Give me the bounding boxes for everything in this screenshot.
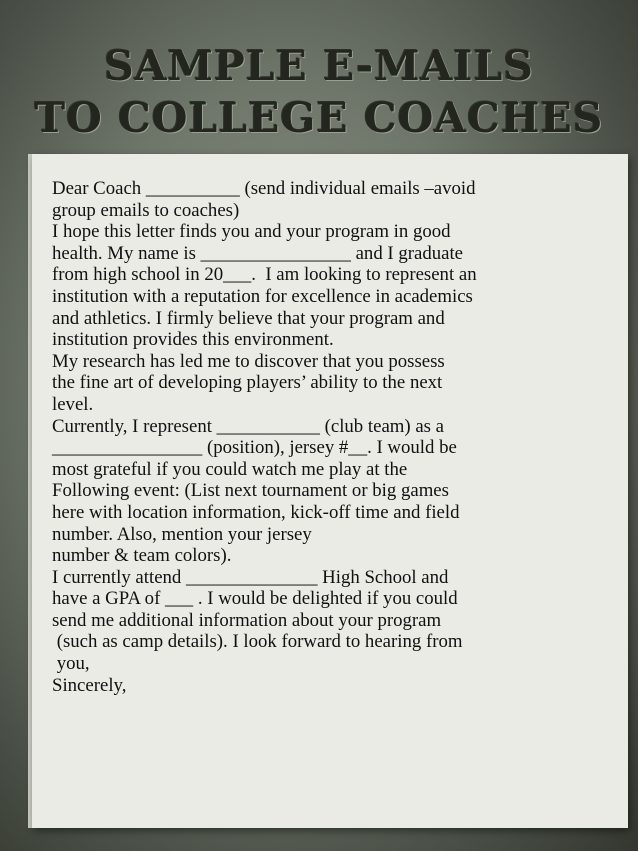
letter-line: (such as camp details). I look forward to hearing from bbox=[52, 631, 463, 653]
letter-line: level. bbox=[52, 393, 94, 415]
letter-line: group emails to coaches) bbox=[52, 199, 240, 221]
letter-line: Sincerely, bbox=[52, 674, 127, 696]
letter-line: Following event: (List next tournament or big games bbox=[52, 480, 449, 502]
letter-line: have a GPA of ___ . I would be delighted if you could bbox=[52, 588, 458, 610]
letter-line: I currently attend ______________ High School and bbox=[52, 566, 449, 588]
slide-title bbox=[0, 40, 638, 144]
letter-line: the fine art of developing players’ ability to the next bbox=[52, 372, 443, 394]
letter-line: Currently, I represent ___________ (club team) as a bbox=[52, 415, 445, 437]
letter-line: send me additional information about your program bbox=[52, 609, 442, 631]
letter-line: ________________ (position), jersey #__. I would be bbox=[52, 437, 457, 459]
letter-line: from high school in 20___. I am looking to represent an bbox=[52, 264, 477, 286]
letter-line: Dear Coach __________ (send individual emails –avoid bbox=[52, 178, 476, 199]
letter-line: here with location information, kick-off time and field bbox=[52, 501, 460, 523]
title-line-1: SAMPLE E-MAILS bbox=[104, 42, 534, 90]
letter-line: My research has led me to discover that you possess bbox=[52, 350, 445, 372]
letter-line: and athletics. I firmly believe that your program and bbox=[52, 307, 445, 329]
letter-line: most grateful if you could watch me play at the bbox=[52, 458, 408, 480]
letter-line: institution provides this environment. bbox=[52, 329, 334, 351]
letter-line: number. Also, mention your jersey bbox=[52, 523, 312, 545]
sample-letter bbox=[52, 178, 626, 696]
letter-line: number & team colors). bbox=[52, 545, 232, 567]
letter-line: health. My name is ________________ and I graduate bbox=[52, 242, 464, 264]
title-line-2: TO COLLEGE COACHES bbox=[34, 94, 604, 142]
letter-line: you, bbox=[52, 653, 90, 675]
letter-line: I hope this letter finds you and your program in good bbox=[52, 221, 451, 243]
letter-line: institution with a reputation for excellence in academics bbox=[52, 285, 473, 307]
